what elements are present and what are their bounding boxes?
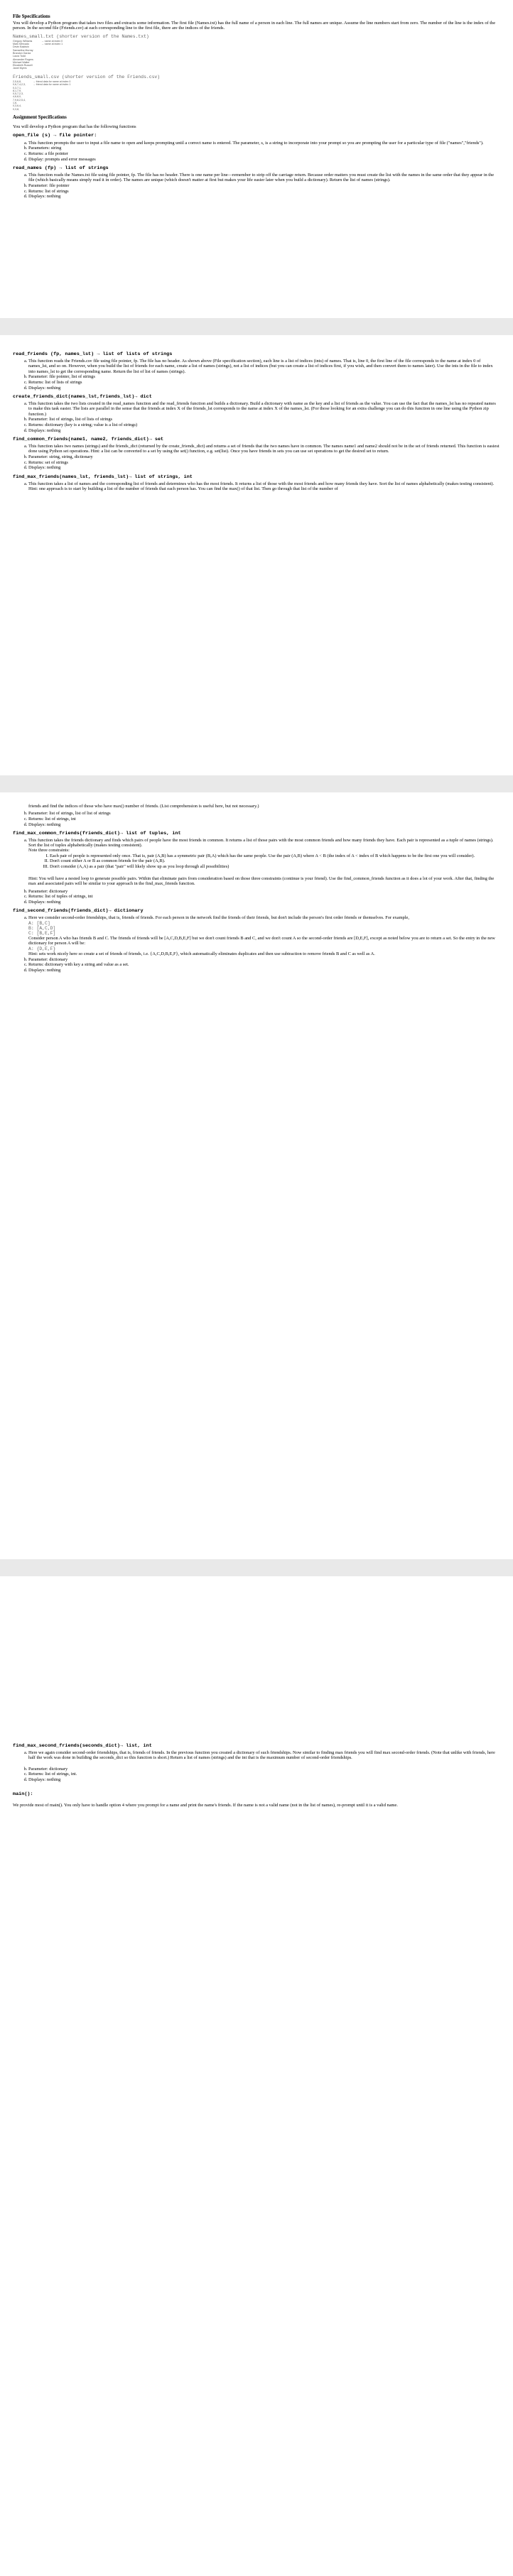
main-signature: main(): bbox=[13, 1791, 33, 1798]
page-4-content bbox=[13, 1740, 500, 1811]
common-friends-list bbox=[13, 444, 500, 471]
list-item: d. Displays: nothing bbox=[28, 194, 500, 199]
assignment-intro: You will develop a Python program that has the following functions bbox=[13, 124, 136, 130]
page-2 bbox=[0, 335, 513, 775]
create-dict-list bbox=[13, 401, 500, 433]
list-item: d. Displays: nothing bbox=[28, 900, 500, 905]
page-4 bbox=[0, 1576, 513, 2576]
constraints-list bbox=[28, 853, 500, 870]
read-friends-signature: read_friends (fp, names_lst) → list of lists of strings bbox=[13, 351, 173, 357]
max-friends-signature: find_max_friends(names_lst, friends_lst)→ list of strings, int bbox=[13, 474, 193, 480]
list-item: b. Parameter: dictionary bbox=[28, 957, 500, 962]
list-item: Devin Baldwin bbox=[13, 45, 29, 49]
page-1-content bbox=[13, 14, 500, 201]
create-dict-signature: create_friends_dict(names_lst,friends_lst)→ dict bbox=[13, 393, 152, 400]
read-names-signature: read_names (fp) → list of strings bbox=[13, 165, 109, 171]
page-1 bbox=[0, 0, 513, 318]
list-item: b. Parameters: string bbox=[28, 146, 500, 151]
list-item: a. This function reads the Friends.csv file using file pointer, fp. The file has no header. As shown above (File specification section), each line is a list of indices (ints) of names. That is, line 0, the first line of the file corresponds to the name at index 0 of names_lst, and so on. However, when you build the list of friends for each name, create a list of names (strings), not a list of indices (but you can create a list of indices first, if you wish, and then convert them to names later). Use the ints in the file to index into names_lst to get the corresponding name. Return the list of list of names (strings). bbox=[28, 359, 500, 374]
list-item: d. Displays: nothing bbox=[28, 968, 500, 973]
list-item: c. Returns: list of strings bbox=[28, 189, 500, 194]
max-friends-list-rest bbox=[13, 811, 500, 827]
list-item: b. Parameter: dictionary bbox=[28, 1767, 500, 1772]
list-item: b. Parameter: file pointer bbox=[28, 183, 500, 188]
list-item: c. Returns: set of strings bbox=[28, 460, 500, 465]
read-names-list bbox=[13, 173, 500, 200]
page-gap bbox=[0, 318, 513, 335]
list-item: 4,6,8,0, bbox=[13, 95, 21, 99]
page-2-content bbox=[13, 348, 500, 493]
list-item: c. Returns: dictionary with key a string and value as a set. bbox=[28, 962, 500, 967]
list-item: II. Don't count either A or B as common friends for the pair (A,B). bbox=[50, 858, 500, 863]
max-common-list bbox=[13, 838, 500, 905]
example-line: B: [A,C,D] bbox=[28, 925, 56, 931]
list-item: a. This function takes the two lists created in the read_names function and the read_friends function and builds a dictionary. Build a dictionary with name as the key and a list of friends as the value. You can use the fact that the names_lst has no repeated names to make this task easier. The lists are parallel in the sense that the friends at index X of the friends_lst corresponds to the name at index X of the names_lst. (For those looking for an extra challenge you can do this function in one line using the Python zip function.) bbox=[28, 401, 500, 417]
list-item: 2,5,6,8, → friend data for name at index 0 bbox=[13, 80, 71, 83]
list-item: c. Returns: list of lists of strings bbox=[28, 380, 500, 385]
list-item: c. Returns: dictionary (key is a string; value is a list of strings) bbox=[28, 422, 500, 427]
list-item: a. Here we consider second-order friendships, that is, friends of friends. For each person in the network find the friends of their friends, but don't include the person's first order friends or themselves. For example, A: [B,C] B: [A,C,D] C: [B,E,F] Consider person A who has friends B and C. The friends of friends will be [A,C,D,B,E,F] but we don't count friends B and C, and we don't count A so the second-order friends are [D,E,F], except as noted below you are to return a set. So the entry in the new dictionary for person A will be: A: {D,E,F} Hint: sets work nicely here so create a set of friends of friends, i.e. {A,C,D,B,E,F}, which automatically eliminates duplicates and then use subtraction to remove friends B and C as well as A. bbox=[28, 915, 500, 956]
list-item: d. Displays: nothing bbox=[28, 465, 500, 470]
list-item: b. Parameter: string, string, dictionary bbox=[28, 454, 500, 459]
list-item: Michael Walter bbox=[13, 60, 30, 64]
list-item: a. Here we again consider second-order friendships, that is, friends of friends. In the previous function you created a dictionary of such friendships. Now similar to finding max friends you will find max second-order friends. (Note that unlike with friends, here half the work was done in building the seconds_dict so this function is short.) Return a list of names (strings) and the int that is the maximum number of second-order friendships. bbox=[28, 1750, 500, 1760]
open-file-list bbox=[13, 141, 500, 162]
list-item: a. This function prompts the user to input a file name to open and keeps prompting until a correct name is entered. The parameter, s, is a string to incorporate into your prompt so you are prompting the user for a particular type of file ("names","friends"). bbox=[28, 141, 500, 146]
list-item: c. Returns: list of strings, int. bbox=[28, 1772, 500, 1777]
hint-text: Hint: You will have a nested loop to generate possible pairs. Within that eliminate pairs from consideration based on those three constraints (continue is your friend). Use the find_common_friends function as it does a lot of your work. After that, finding the max and associated pairs will be similar to your approach in the find_max_friends function. bbox=[28, 876, 495, 887]
list-item: a. This function takes two names (strings) and the friends_dict (returned by the create_friends_dict) and returns a set of friends that the two names have in common. The names name1 and name2 should not be in the set of friends returned. This function is easiest done using Python set operations. Hint: a list can be converted to a set by using the set() function, e.g. set(list). Once you have friends in sets you can use set operations to get the desired set to return. bbox=[28, 444, 500, 454]
example-line: A: {D,E,F} bbox=[28, 946, 56, 951]
main-text: We provide most of main(). You only have to handle option 4 where you prompt for a name and print the name's friends. If the name is not a valid name (not in the list of names), re-prompt until it is a valid name. bbox=[13, 1803, 398, 1808]
read-friends-list bbox=[13, 359, 500, 391]
list-item: c. Returns: list of strings, int bbox=[28, 817, 500, 822]
list-item: d. Displays: nothing bbox=[28, 822, 500, 827]
assignment-heading: Assignment Specifications bbox=[13, 114, 67, 120]
names-caption: Names_small.txt (shorter version of the Names.txt) bbox=[13, 33, 149, 39]
list-item: Elizabeth Russell bbox=[13, 64, 33, 67]
friends-caption: Friends_small.csv (shorter version of the Friends.csv) bbox=[13, 74, 161, 80]
example-line: C: [B,E,F] bbox=[28, 931, 56, 937]
example-line: A: [B,C] bbox=[28, 920, 50, 926]
list-item: d. Display: prompts and error messages bbox=[28, 157, 500, 162]
max-friends-list bbox=[13, 481, 500, 491]
second-friends-signature: find_second_friends(friends_dict)→ dictionary bbox=[13, 908, 144, 915]
page-3-content bbox=[13, 804, 500, 974]
list-item: Samantha Murray bbox=[13, 48, 33, 52]
list-item: d. Displays: nothing bbox=[28, 428, 500, 433]
list-item: Laura Todd bbox=[13, 55, 26, 58]
file-spec-heading: File Specifications bbox=[13, 14, 50, 19]
list-item: Gregory Williams → name at index 0 bbox=[13, 39, 63, 43]
list-item: 0,3,6,4, bbox=[13, 104, 21, 108]
max-second-list bbox=[13, 1750, 500, 1782]
list-item: 0,3,8, bbox=[13, 107, 19, 111]
list-item: Alexander Rogers bbox=[13, 58, 33, 61]
list-item: c. Returns: list of tuples of strings, int bbox=[28, 894, 500, 899]
page-3 bbox=[0, 792, 513, 1559]
list-item: a. This function takes a list of names and the corresponding list of friends and determines who has the most friends. It returns a list of those with the most friends and how many friends they have. Sort the list of names alphabetically (makes testing consistent). Hint: one approach is to start by building a list of the number of friends that each person has. You can find the max() of that list. Then go through that list of the number of bbox=[28, 481, 500, 491]
page-gap bbox=[0, 1559, 513, 1576]
list-item: c. Returns: a file pointer bbox=[28, 151, 500, 156]
list-item: Janet Myers bbox=[13, 67, 27, 70]
max-friends-continued: friends and find the indices of those who have max() number of friends. (List comprehension is useful here, but not necessary.) bbox=[28, 804, 259, 809]
common-friends-signature: find_common_friends(name1, name2, friends_dict)→ set bbox=[13, 436, 164, 442]
max-second-signature: find_max_second_friends(seconds_dict)→ list, int bbox=[13, 1743, 152, 1749]
list-item: 8,1,7,9, bbox=[13, 89, 21, 92]
list-item: a. This function reads the Names.txt file using file pointer, fp. The file has no header. There is one name per line—remember to strip off the carriage return. Because order matters you must create the list with the names in the same order that they appear in the file (which basically means simply read it in order). The names are unique (which doesn't matter at first but makes your life easier later when you build a dictionary). Return the list of names (strings). bbox=[28, 173, 500, 182]
list-item: d. Displays: nothing bbox=[28, 386, 500, 391]
names-list bbox=[13, 40, 500, 70]
max-common-signature: find_max_common_friends(friends_dict)→ list of tuples, int bbox=[13, 830, 181, 836]
list-item: III. Don't consider (A,A) as a pair (that "pair" will likely show up as you loop through all possibilities) bbox=[50, 864, 500, 869]
list-item: Mark Mercado → name at index 1 bbox=[13, 43, 63, 46]
list-item: b. Parameter: file pointer, list of strings bbox=[28, 374, 500, 379]
list-item: 0,6,7,4,2,3, → friend data for name at index 1 bbox=[13, 83, 71, 87]
list-item: a. This function takes the friends dictionary and finds which pairs of people have the most friends in common. It returns a list of those pairs with the most common friends and how many friends they have. Each pair is represented as a tuple of names (strings). Sort the list of tuples alphabetically (makes testing consistent). Note three constraints: I. Each pair of people is represented only once. That is, pair (A,B) has a symmetric pair (B,A) which has the same people. Use the pair (A,B) where A < B (the index of A < index of B which happens to be the first one you will consider). II. Don't count either A or B as common friends for the pair (A,B). III. Don't consider (A,A) as a pair (that "pair" will likely show up as you loop through all possibilities) Hint: You will have a nested loop to generate possible pairs. Within that eliminate pairs from consideration based on those three constraints (continue is your friend). Use the find_common_friends function as it does a lot of your work. After that, finding the max and associated pairs will be similar to your approach in the find_max_friends function. bbox=[28, 838, 500, 887]
list-item: 1,6, bbox=[13, 102, 17, 105]
list-item: b. Parameter: dictionary bbox=[28, 889, 500, 894]
list-item: b. Parameter: list of strings, list of list of strings bbox=[28, 811, 500, 816]
list-item: 0,5,7,2,3, bbox=[13, 92, 23, 96]
list-item: Brandon Garcia bbox=[13, 52, 31, 55]
page-gap bbox=[0, 775, 513, 792]
open-file-signature: open_file (s) → file pointer: bbox=[13, 133, 97, 139]
list-item: I. Each pair of people is represented only once. That is, pair (A,B) has a symmetric pair (B,A) which has the same people. Use the pair (A,B) where A < B (the index of A < index of B which happens to be the first one you will consider). bbox=[50, 853, 500, 858]
list-item: d. Displays: nothing bbox=[28, 1777, 500, 1782]
list-item: b. Parameter: list of strings, list of lists of strings bbox=[28, 417, 500, 422]
list-item: 0,3,7,1, bbox=[13, 86, 21, 89]
second-friends-list bbox=[13, 915, 500, 973]
list-item: 7,9,8,2,5,4, bbox=[13, 98, 26, 102]
friends-list bbox=[13, 80, 500, 111]
file-spec-intro: You will develop a Python program that takes two files and extracts some information. The first file (Names.txt) has the full name of a person in each line. The full names are unique. Assume the line numbers start from zero. The number of the line is the index of the person. In the second file (Friends.csv) at each corresponding line to the first file, there are the indices of the friends. bbox=[13, 21, 496, 31]
